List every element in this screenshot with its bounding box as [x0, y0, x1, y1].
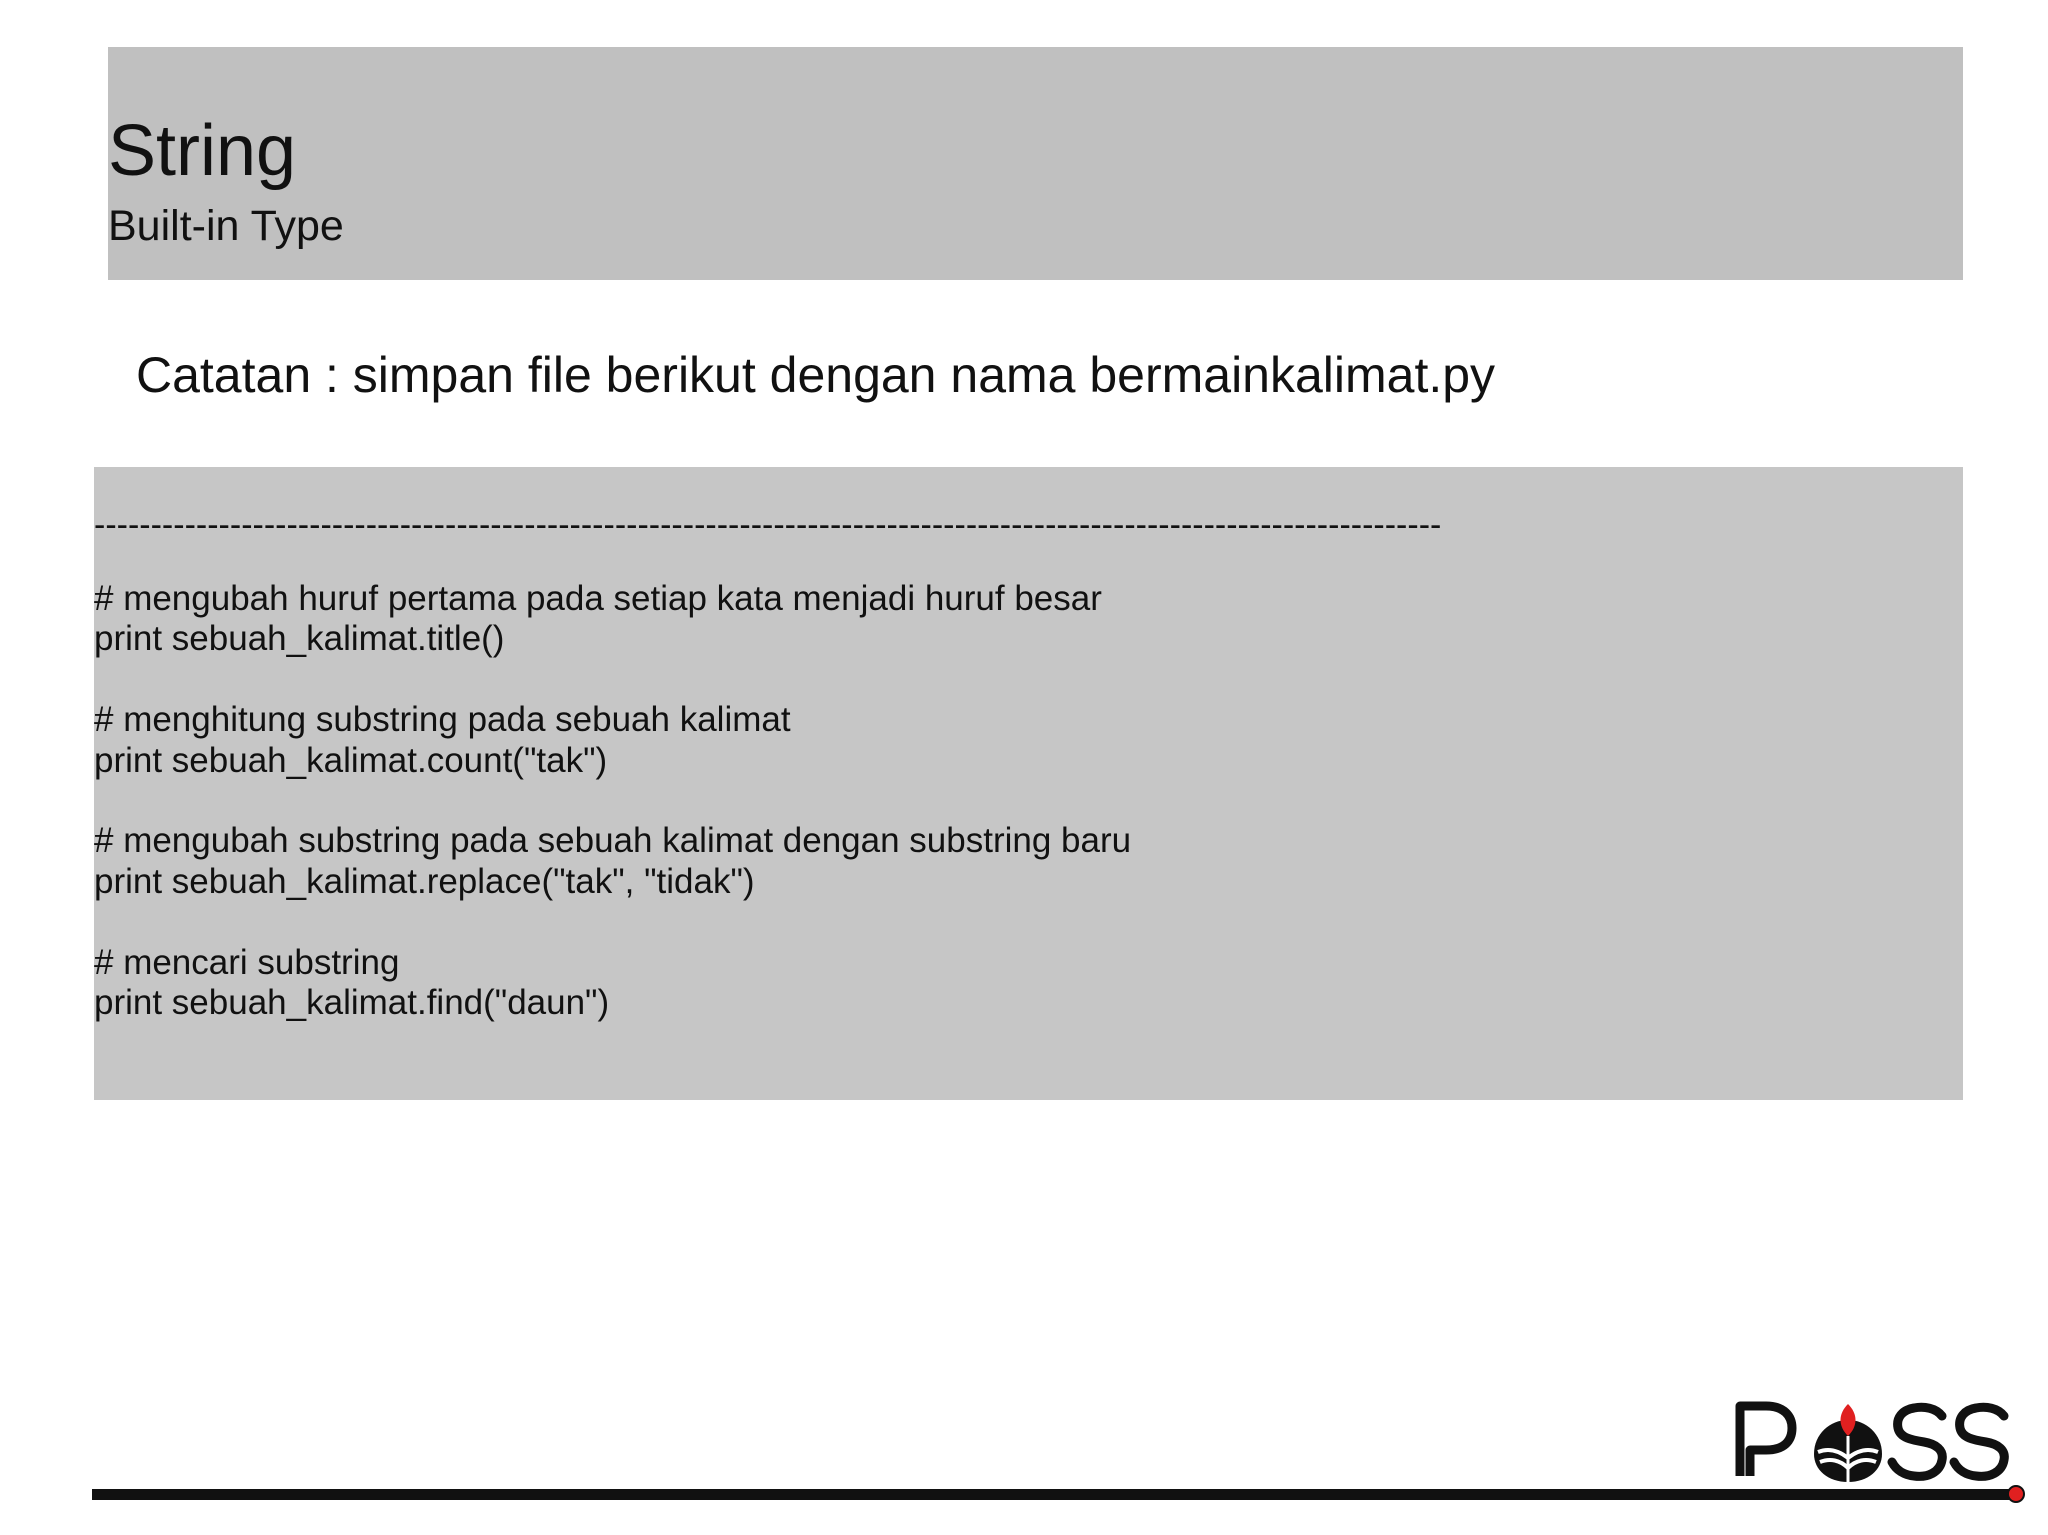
footer-line	[92, 1489, 2012, 1500]
poss-logo-icon	[1732, 1396, 2026, 1508]
code-line	[94, 781, 1131, 821]
code-block	[94, 467, 1963, 1100]
code-line: # mengubah huruf pertama pada setiap kata menjadi huruf besar	[94, 579, 1102, 618]
code-line	[94, 660, 1131, 700]
code-line: print sebuah_kalimat.title()	[94, 619, 505, 659]
code-line: # mencari substring	[94, 942, 400, 982]
code-line: print sebuah_kalimat.find("daun")	[94, 982, 610, 1022]
slide-title: String	[108, 111, 297, 191]
code-line: # mengubah substring pada sebuah kalimat dengan substring baru	[94, 821, 1132, 861]
note-text: Catatan : simpan file berikut dengan nama bermainkalimat.py	[136, 347, 1496, 403]
code-line: # menghitung substring pada sebuah kalimat	[94, 700, 791, 740]
logo-emblem	[1814, 1404, 1882, 1482]
code-line	[94, 902, 1131, 942]
code-line: print sebuah_kalimat.replace("tak", "tidak")	[94, 861, 755, 901]
code-line: print sebuah_kalimat.count("tak")	[94, 740, 608, 780]
code-separator: -----------------------------------------------------------------------------------------------------------------------	[94, 506, 1442, 544]
slide-subtitle: Built-in Type	[108, 202, 344, 250]
title-box	[108, 47, 1963, 280]
code-lines	[94, 579, 1131, 1023]
